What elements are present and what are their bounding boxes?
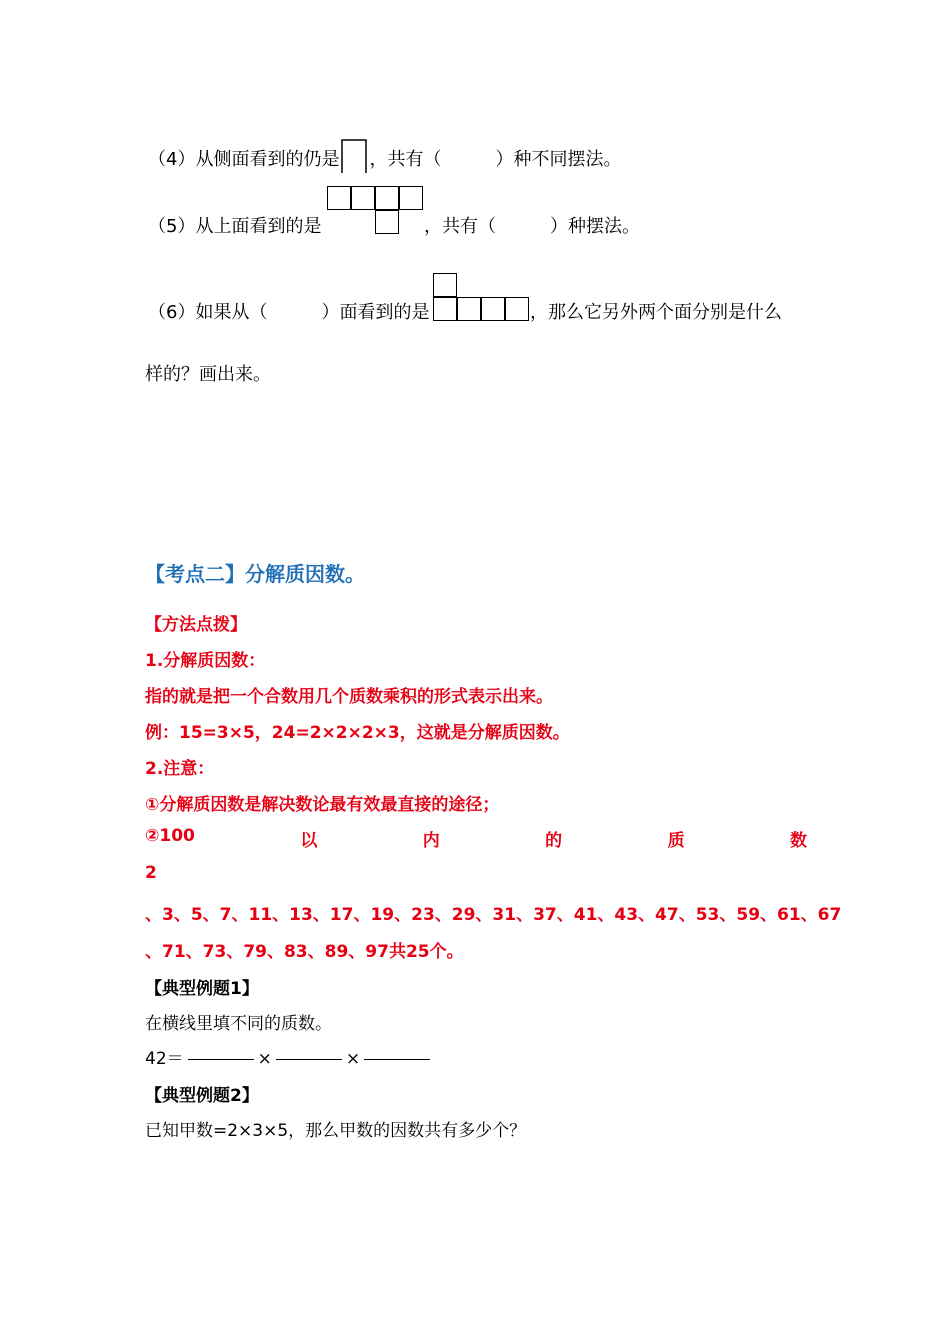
grid-cell xyxy=(481,297,505,321)
q6-text-line2: 样的？画出来。 xyxy=(145,364,271,385)
question-5-text xyxy=(148,212,321,238)
question-4 xyxy=(148,139,621,173)
method-point-1: 1.分解质因数： xyxy=(145,651,266,671)
q6-text-before: （6）如果从（ ）面看到的是 xyxy=(148,302,430,323)
example-1-equation xyxy=(145,1044,434,1069)
grid-cell xyxy=(399,186,423,210)
method-note-2 xyxy=(145,826,807,851)
q5-text-after: ，共有（ ）种摆法。 xyxy=(424,216,640,237)
times-sign: × xyxy=(257,1049,272,1069)
answer-blank[interactable] xyxy=(188,1058,254,1060)
example-1-prompt: 在横线里填不同的质数。 xyxy=(145,1014,332,1034)
equation-start: 42＝ xyxy=(145,1049,184,1069)
grid-cell xyxy=(433,273,457,297)
grid-cell xyxy=(457,297,481,321)
q4-text-before: （4）从侧面看到的仍是 xyxy=(148,149,340,170)
example-1-title: 【典型例题1】 xyxy=(145,979,259,999)
answer-blank[interactable] xyxy=(276,1058,342,1060)
prime-list-row-2: 、71、73、79、83、89、97共25个。 xyxy=(145,942,464,962)
method-note-1: ①分解质因数是解决数论最有效最直接的途径； xyxy=(145,795,500,815)
top-view-figure xyxy=(327,186,423,234)
example-2-prompt: 已知甲数=2×3×5，那么甲数的因数共有多少个？ xyxy=(145,1121,527,1141)
view-figure xyxy=(433,273,529,321)
question-6-text xyxy=(148,298,429,324)
prime-first: 2 xyxy=(145,863,157,883)
answer-blank[interactable] xyxy=(364,1058,430,1060)
prime-list-row-1: 、3、5、7、11、13、17、19、23、29、31、37、41、43、47、53、59、61、67 xyxy=(145,905,842,925)
grid-cell xyxy=(433,297,457,321)
example-2-title: 【典型例题2】 xyxy=(145,1086,259,1106)
note2-word: 的 xyxy=(545,831,563,851)
q4-text-after: ，共有（ ）种不同摆法。 xyxy=(369,149,622,170)
grid-cell xyxy=(375,210,399,234)
q5-text-before: （5）从上面看到的是 xyxy=(148,216,322,237)
grid-cell xyxy=(327,186,351,210)
grid-cell xyxy=(375,186,399,210)
note2-word: 以 xyxy=(300,831,318,851)
note2-word: ②100 xyxy=(145,826,195,846)
method-definition: 指的就是把一个合数用几个质数乘积的形式表示出来。 xyxy=(145,687,553,707)
side-view-figure xyxy=(341,139,367,173)
method-example: 例：15=3×5，24=2×2×2×3，这就是分解质因数。 xyxy=(145,723,570,743)
section-heading: 【考点二】分解质因数。 xyxy=(145,562,365,586)
times-sign: × xyxy=(345,1049,361,1069)
grid-cell xyxy=(505,297,529,321)
note2-word: 数 xyxy=(790,831,807,851)
note2-word: 内 xyxy=(422,831,440,851)
note2-word: 质 xyxy=(667,831,685,851)
grid-cell xyxy=(351,186,375,210)
method-point-2: 2.注意： xyxy=(145,759,215,779)
method-title: 【方法点拨】 xyxy=(145,615,247,635)
q6-text-after: ，那么它另外两个面分别是什么 xyxy=(530,302,782,323)
